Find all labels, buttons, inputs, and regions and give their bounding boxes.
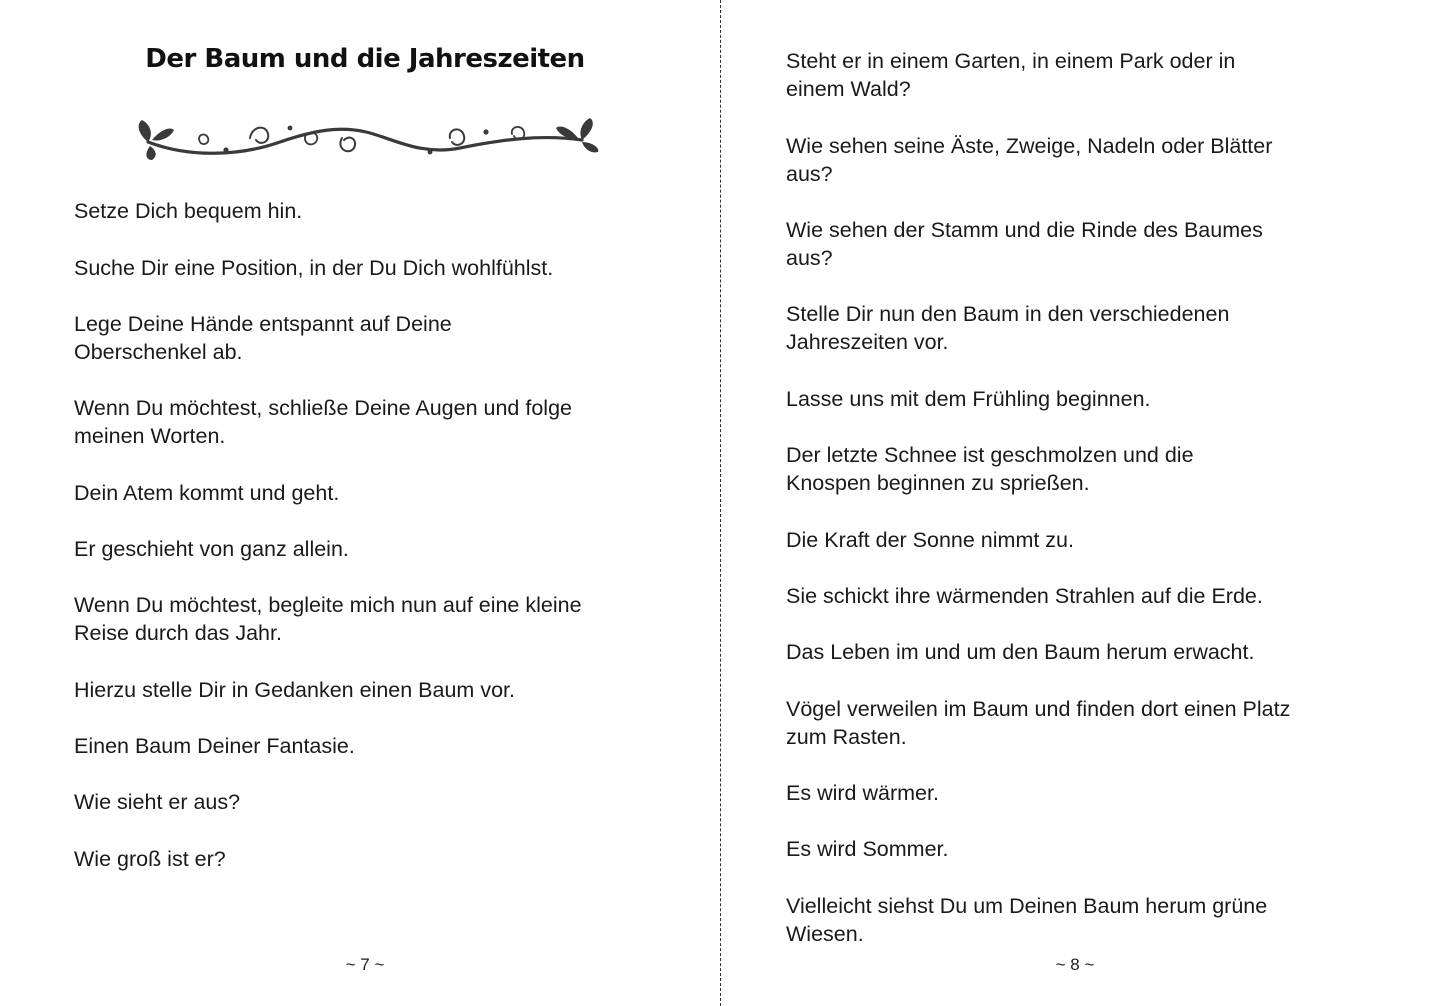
paragraph: Es wird Sommer. [786, 837, 949, 861]
page-number: ~ 7 ~ [345, 955, 385, 974]
paragraph: Einen Baum Deiner Fantasie. [74, 734, 355, 758]
paragraph: Wenn Du möchtest, begleite mich nun auf eine kleine Reise durch das Jahr. [74, 593, 582, 645]
paragraph: Hierzu stelle Dir in Gedanken einen Baum vor. [74, 678, 515, 702]
paragraph: Wie sehen seine Äste, Zweige, Nadeln oder Blätter aus? [786, 134, 1273, 186]
page-title: Der Baum und die Jahreszeiten [145, 44, 585, 74]
paragraph: Wenn Du möchtest, schließe Deine Augen und folge meinen Worten. [74, 396, 572, 448]
paragraph: Setze Dich bequem hin. [74, 199, 303, 223]
paragraph: Vielleicht siehst Du um Deinen Baum herum grüne Wiesen. [786, 894, 1268, 946]
paragraph: Suche Dir eine Position, in der Du Dich wohlfühlst. [74, 256, 554, 280]
right-page [722, 0, 1438, 1006]
paragraph: Steht er in einem Garten, in einem Park oder in einem Wald? [786, 49, 1236, 101]
paragraph: Wie sehen der Stamm und die Rinde des Baumes aus? [786, 218, 1263, 270]
page-divider [720, 0, 721, 1006]
paragraph: Stelle Dir nun den Baum in den verschiedenen Jahreszeiten vor. [786, 302, 1230, 354]
paragraph: Das Leben im und um den Baum herum erwacht. [786, 640, 1255, 664]
paragraph: Die Kraft der Sonne nimmt zu. [786, 528, 1074, 552]
floral-ornament-icon [130, 112, 602, 162]
paragraph: Sie schickt ihre wärmenden Strahlen auf die Erde. [786, 584, 1263, 608]
paragraph: Lege Deine Hände entspannt auf Deine Oberschenkel ab. [74, 312, 452, 364]
page-number: ~ 8 ~ [1055, 955, 1095, 974]
paragraph: Vögel verweilen im Baum und finden dort einen Platz zum Rasten. [786, 697, 1291, 749]
paragraph: Wie groß ist er? [74, 847, 226, 871]
paragraph: Lasse uns mit dem Frühling beginnen. [786, 387, 1151, 411]
paragraph: Wie sieht er aus? [74, 790, 241, 814]
paragraph: Es wird wärmer. [786, 781, 939, 805]
paragraph: Dein Atem kommt und geht. [74, 481, 340, 505]
paragraph: Der letzte Schnee ist geschmolzen und die Knospen beginnen zu sprießen. [786, 443, 1194, 495]
paragraph: Er geschieht von ganz allein. [74, 537, 349, 561]
